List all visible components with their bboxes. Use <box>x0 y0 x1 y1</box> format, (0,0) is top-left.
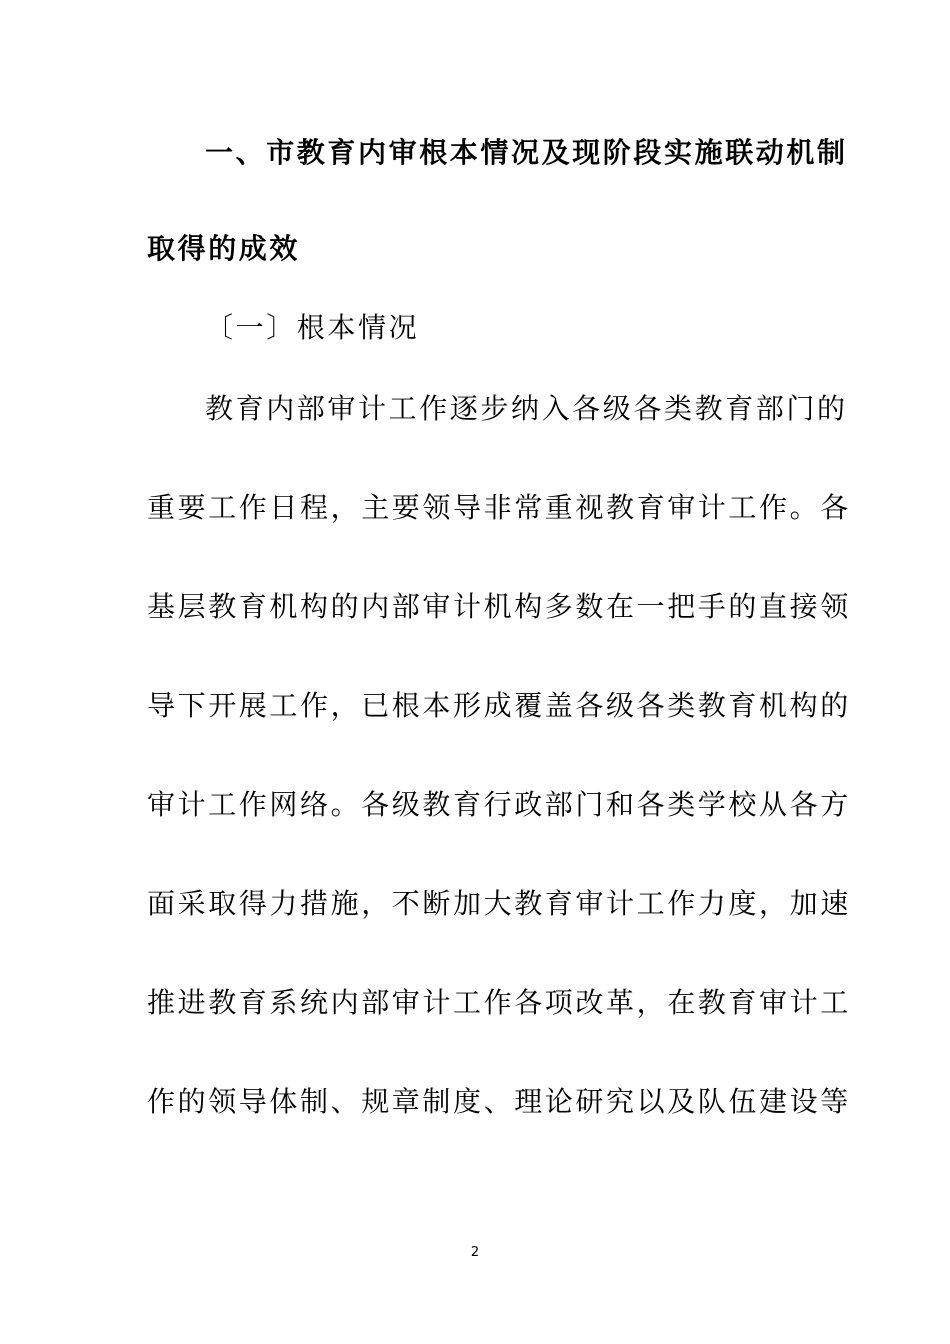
paragraph-line: 推进教育系统内部审计工作各项改革，在教育审计工 <box>147 986 851 1019</box>
paragraph-line: 基层教育机构的内部审计机构多数在一把手的直接领 <box>147 590 851 623</box>
paragraph-line: 教育内部审计工作逐步纳入各级各类教育部门的 <box>205 392 848 425</box>
paragraph-line: 重要工作日程，主要领导非常重视教育审计工作。各 <box>147 491 851 524</box>
subheading: 〔一〕根本情况 <box>205 311 420 344</box>
paragraph-line: 导下开展工作，已根本形成覆盖各级各类教育机构的 <box>147 689 851 722</box>
paragraph-line: 审计工作网络。各级教育行政部门和各类学校从各方 <box>147 788 851 821</box>
paragraph-line: 面采取得力措施，不断加大教育审计工作力度，加速 <box>147 887 851 920</box>
page-number: 2 <box>470 1245 480 1260</box>
heading-line-1: 一、市教育内审根本情况及现阶段实施联动机制 <box>205 136 848 169</box>
heading-line-2: 取得的成效 <box>147 232 301 265</box>
paragraph-line: 作的领导体制、规章制度、理论研究以及队伍建设等 <box>147 1085 851 1118</box>
